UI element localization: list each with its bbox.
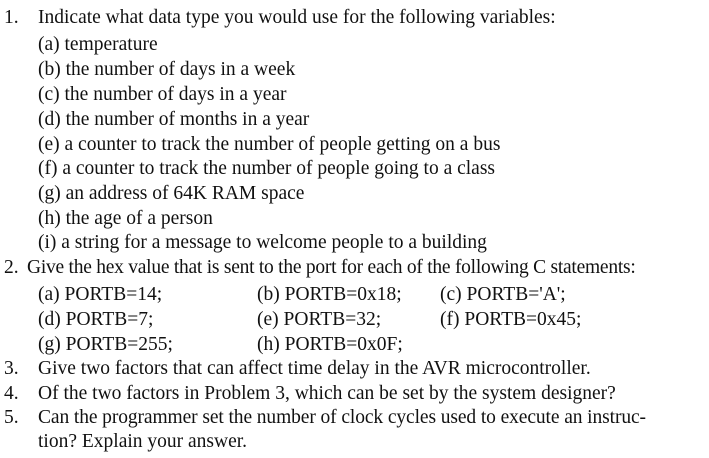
problem-2-item-a: (a) PORTB=14; (38, 284, 163, 305)
problem-2-item-d: (d) PORTB=7; (38, 309, 154, 330)
problem-3-text: Give two factors that can affect time delay in the AVR microcontroller. (38, 358, 591, 379)
problem-5-text: Can the programmer set the number of clock cycles used to execute an instruc- (38, 407, 646, 428)
problem-2-item-b: (b) PORTB=0x18; (257, 284, 402, 305)
problem-5-number: 5. (4, 407, 19, 428)
problem-1-item-e: (e) a counter to track the number of people getting on a bus (38, 134, 501, 155)
problem-5-continuation: tion? Explain your answer. (38, 431, 248, 452)
problem-1-item-d: (d) the number of months in a year (38, 109, 310, 130)
problem-1-item-b: (b) the number of days in a week (38, 59, 296, 80)
problem-1-number: 1. (4, 7, 19, 28)
problem-2-item-f: (f) PORTB=0x45; (440, 309, 582, 330)
problem-2-item-h: (h) PORTB=0x0F; (257, 334, 403, 355)
problem-2-item-c: (c) PORTB='A'; (440, 284, 566, 305)
problem-1-item-h: (h) the age of a person (38, 208, 213, 229)
problem-3-number: 3. (4, 358, 19, 379)
problem-2-item-g: (g) PORTB=255; (38, 334, 173, 355)
problem-2-text: Give the hex value that is sent to the port for each of the following C statements: (27, 257, 636, 278)
problem-4-number: 4. (4, 383, 19, 404)
problem-1-item-c: (c) the number of days in a year (38, 84, 287, 105)
problem-1-item-i: (i) a string for a message to welcome people to a building (38, 232, 487, 253)
problem-2-item-e: (e) PORTB=32; (257, 309, 382, 330)
problem-1-item-f: (f) a counter to track the number of people going to a class (38, 158, 496, 179)
problem-4-text: Of the two factors in Problem 3, which can be set by the system designer? (38, 383, 616, 404)
problem-2-number: 2. (4, 257, 19, 278)
problem-1-item-g: (g) an address of 64K RAM space (38, 183, 305, 204)
problem-1-item-a: (a) temperature (38, 34, 158, 55)
problem-1-text: Indicate what data type you would use for the following variables: (38, 7, 556, 28)
